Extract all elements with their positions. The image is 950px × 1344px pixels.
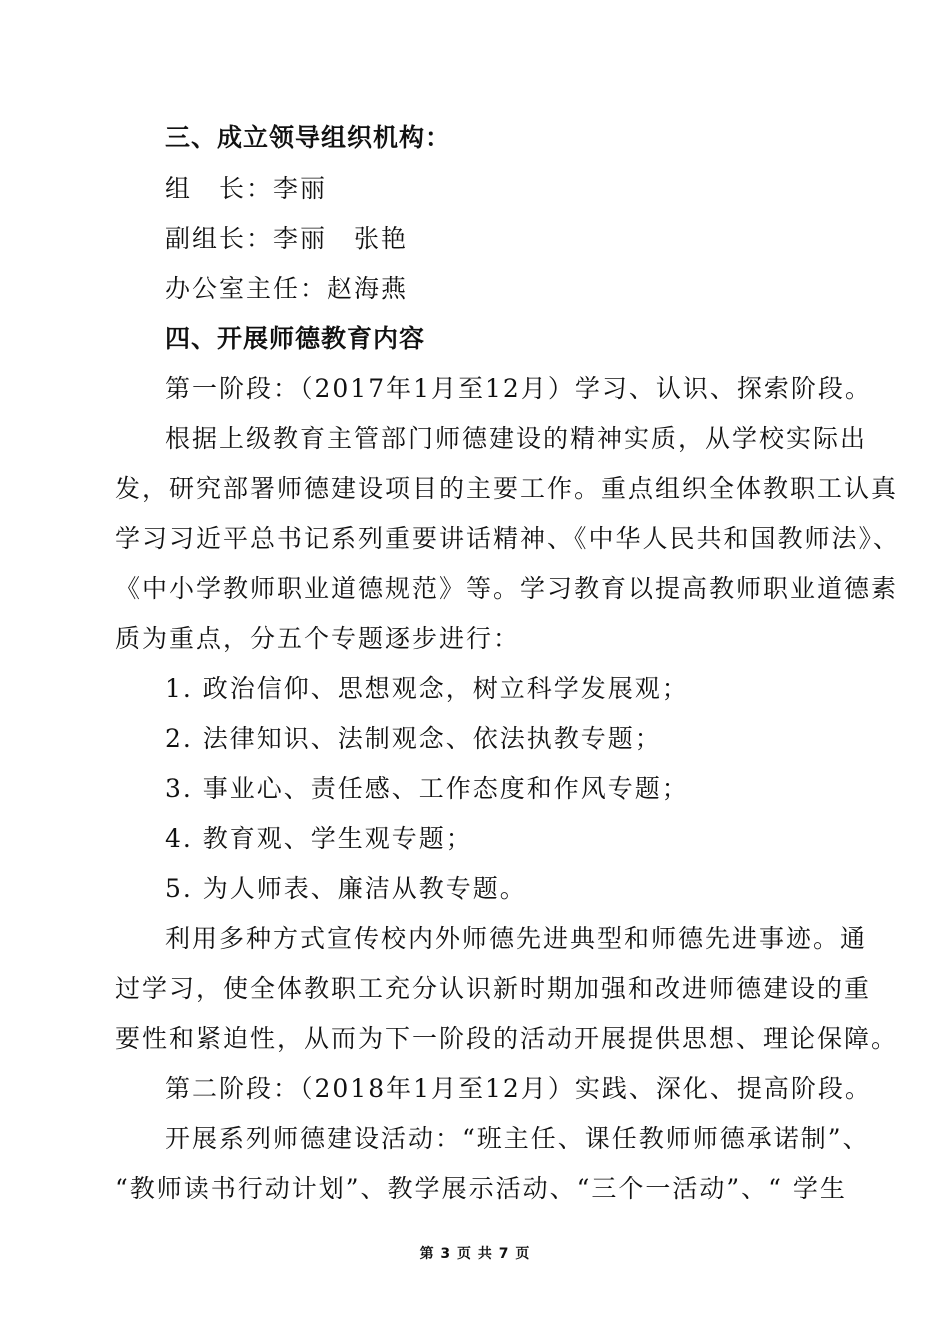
list-item: 5. 为人师表、廉洁从教专题。 [165, 874, 527, 903]
paragraph-line: 质为重点，分五个专题逐步进行： [115, 624, 521, 653]
paragraph-line: “教师读书行动计划”、教学展示活动、“三个一活动”、“ 学生 [115, 1174, 847, 1203]
paragraph-line: 《中小学教师职业道德规范》等。学习教育以提高教师职业道德素 [115, 574, 899, 603]
paragraph-line: 利用多种方式宣传校内外师德先进典型和师德先进事迹。通 [165, 924, 868, 953]
list-item: 3. 事业心、责任感、工作态度和作风专题； [165, 774, 689, 803]
page-footer: 第 3 页 共 7 页 [419, 1246, 531, 1262]
paragraph-line: 学习习近平总书记系列重要讲话精神、《中华人民共和国教师法》、 [115, 524, 901, 553]
office-director-line: 办公室主任：赵海燕 [165, 274, 409, 303]
list-item: 4. 教育观、学生观专题； [165, 824, 473, 853]
section-heading-content: 四、开展师德教育内容 [165, 324, 426, 353]
list-item: 1. 政治信仰、思想观念，树立科学发展观； [165, 674, 689, 703]
phase-one-title: 第一阶段：（2017年1月至12月）学习、认识、探索阶段。 [165, 374, 872, 403]
leader-line: 组 长：李丽 [165, 174, 328, 203]
deputy-leader-line: 副组长：李丽 张艳 [165, 224, 409, 253]
paragraph-line: 要性和紧迫性，从而为下一阶段的活动开展提供思想、理论保障。 [115, 1024, 899, 1053]
paragraph-line: 根据上级教育主管部门师德建设的精神实质，从学校实际出 [165, 424, 868, 453]
paragraph-line: 开展系列师德建设活动：“班主任、课任教师师德承诺制”、 [165, 1124, 870, 1153]
paragraph-line: 过学习，使全体教职工充分认识新时期加强和改进师德建设的重 [115, 974, 872, 1003]
section-heading-organization: 三、成立领导组织机构： [165, 123, 452, 152]
paragraph-line: 发，研究部署师德建设项目的主要工作。重点组织全体教职工认真 [115, 474, 899, 503]
phase-two-title: 第二阶段：（2018年1月至12月）实践、深化、提高阶段。 [165, 1074, 872, 1103]
list-item: 2. 法律知识、法制观念、依法执教专题； [165, 724, 662, 753]
